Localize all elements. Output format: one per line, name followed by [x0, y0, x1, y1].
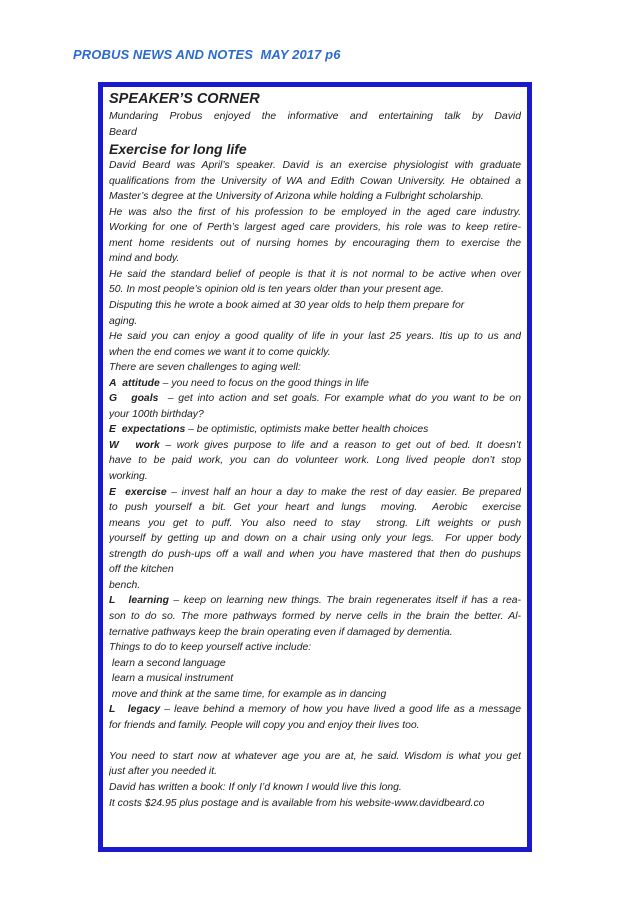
- text-line: [109, 251, 521, 267]
- text-line: [109, 469, 521, 485]
- text-run: He was also the first of his profession to be employed in the aged care industry.: [109, 206, 521, 218]
- text-run: Mundaring Probus enjoyed the informative and entertaining talk by David: [109, 111, 521, 122]
- text-line: [109, 329, 521, 345]
- bold-text-run: L learning: [109, 595, 169, 607]
- text-line: [109, 656, 521, 672]
- text-run: have to be paid work, you can do volunteer work. Long lived people don’t stop: [109, 455, 521, 467]
- text-run: Beard: [109, 126, 137, 138]
- text-run: off the kitchen: [109, 564, 174, 576]
- text-line: [109, 438, 521, 454]
- text-run: ternative pathways keep the brain operating even if damaged by dementia.: [109, 626, 453, 638]
- text-run: – you need to focus on the good things in life: [159, 377, 369, 389]
- text-line: [109, 780, 521, 796]
- article-title: [109, 140, 521, 158]
- text-line: [109, 749, 521, 765]
- text-run: He said the standard belief of people is that it is not normal to be active when over: [109, 268, 521, 280]
- text-line: [109, 625, 521, 641]
- text-run: learn a musical instrument: [109, 673, 234, 685]
- text-run: – be optimistic, optimists make better health choices: [185, 424, 429, 436]
- bold-text-run: SPEAKER’S CORNER: [109, 91, 260, 107]
- text-line: [109, 500, 521, 516]
- bold-text-run: E exercise: [109, 486, 167, 498]
- bold-text-run: W work: [109, 439, 160, 451]
- text-run: You need to start now at whatever age you are at, he said. Wisdom is what you get: [109, 750, 521, 762]
- bold-text-run: G goals: [109, 393, 159, 405]
- text-line: [109, 547, 521, 563]
- text-line: [109, 687, 521, 703]
- text-line: [109, 391, 521, 407]
- text-run: son to do so. The more pathways formed by nerve cells in the brain the better. Al-: [109, 610, 521, 622]
- text-run: – invest half an hour a day to make the rest of day easier. Be prepared: [166, 486, 521, 498]
- text-line: [109, 578, 521, 594]
- text-run: David has written a book: If only I’d known I would live this long.: [109, 781, 402, 793]
- text-run: means you get to puff. You also need to stay strong. Lift weights or push: [109, 517, 521, 529]
- text-line: [109, 453, 521, 469]
- text-line: [109, 516, 521, 532]
- text-line: [109, 174, 521, 190]
- text-run: There are seven challenges to aging well:: [109, 362, 301, 374]
- text-line: [109, 702, 521, 718]
- text-line: [109, 531, 521, 547]
- text-run: working.: [109, 471, 148, 483]
- text-run: aging.: [109, 315, 138, 327]
- text-line: [109, 485, 521, 501]
- text-line: [109, 376, 521, 392]
- text-line: [109, 422, 521, 438]
- text-run: Disputing this he wrote a book aimed at 30 year olds to help them prepare for: [109, 300, 465, 312]
- text-run: bench.: [109, 579, 141, 591]
- text-line: [109, 189, 521, 205]
- text-line: [109, 158, 521, 174]
- text-run: qualifications from the University of WA and Edith Cowan University. He obtained a: [109, 175, 521, 187]
- text-run: Working for one of Perth’s largest aged care providers, his role was to keep retire-: [109, 222, 521, 234]
- text-run: – work gives purpose to life and a reason to get out of bed. It doesn’t: [159, 439, 521, 451]
- bold-text-run: L legacy: [109, 704, 161, 716]
- text-line: [109, 298, 521, 314]
- text-run: – leave behind a memory of how you have lived a good life as a message: [160, 704, 521, 716]
- speaker-box: [98, 82, 532, 852]
- text-line: [109, 220, 521, 236]
- bold-text-run: E expectations: [109, 424, 186, 436]
- text-line: [109, 282, 521, 298]
- text-line: [109, 345, 521, 361]
- text-run: Things to do to keep yourself active include:: [109, 642, 312, 654]
- text-run: when the end comes we want it to come quickly.: [109, 346, 331, 358]
- blank-line: [109, 733, 521, 749]
- text-line: [109, 796, 521, 812]
- text-line: [109, 125, 521, 141]
- text-line: [109, 236, 521, 252]
- text-line: [109, 314, 521, 330]
- text-run: It costs $24.95 plus postage and is available from his website-www.davidbeard.co: [109, 797, 485, 809]
- text-line: [109, 640, 521, 656]
- text-run: – get into action and set goals. For example what do you want to be on: [158, 393, 521, 405]
- text-run: for friends and family. People will copy you and enjoy their lives too.: [109, 719, 420, 731]
- section-title: [109, 89, 521, 109]
- text-run: yourself by getting up and down on a chair using only your legs. For upper body: [109, 533, 521, 545]
- text-line: [109, 267, 521, 283]
- text-line: [109, 562, 521, 578]
- bold-text-run: Exercise for long life: [109, 141, 247, 158]
- text-run: mind and body.: [109, 253, 180, 265]
- bold-text-run: A attitude: [109, 377, 160, 389]
- text-run: 50. In most people’s opinion old is ten years older than your present age.: [109, 284, 444, 296]
- text-run: move and think at the same time, for example as in dancing: [109, 688, 387, 700]
- text-run: David Beard was April’s speaker. David is an exercise physiologist with graduate: [109, 160, 521, 172]
- text-run: just after you needed it.: [109, 766, 218, 778]
- text-line: [109, 764, 521, 780]
- text-run: strength do push-ups off a wall and when you have mastered that then do pushups: [109, 548, 521, 560]
- page-header-title: PROBUS NEWS AND NOTES MAY 2017 p6: [73, 47, 341, 62]
- text-run: learn a second language: [109, 657, 226, 669]
- text-run: ment home residents out of nursing homes by encouraging them to exercise the: [109, 237, 521, 249]
- text-line: [109, 407, 521, 423]
- text-line: [109, 593, 521, 609]
- text-run: He said you can enjoy a good quality of life in your last 25 years. Itis up to us and: [109, 331, 521, 343]
- text-line: [109, 360, 521, 376]
- text-run: Master’s degree at the University of Arizona while holding a Fulbright scholarship.: [109, 191, 484, 203]
- text-run: – keep on learning new things. The brain regenerates itself if has a rea-: [168, 595, 521, 607]
- text-run: to push yourself a bit. Get your heart and lungs moving. Aerobic exercise: [109, 502, 521, 514]
- text-line: [109, 609, 521, 625]
- text-line: [109, 671, 521, 687]
- text-line: [109, 109, 521, 125]
- text-line: [109, 718, 521, 734]
- text-line: [109, 205, 521, 221]
- text-run: your 100th birthday?: [109, 408, 204, 420]
